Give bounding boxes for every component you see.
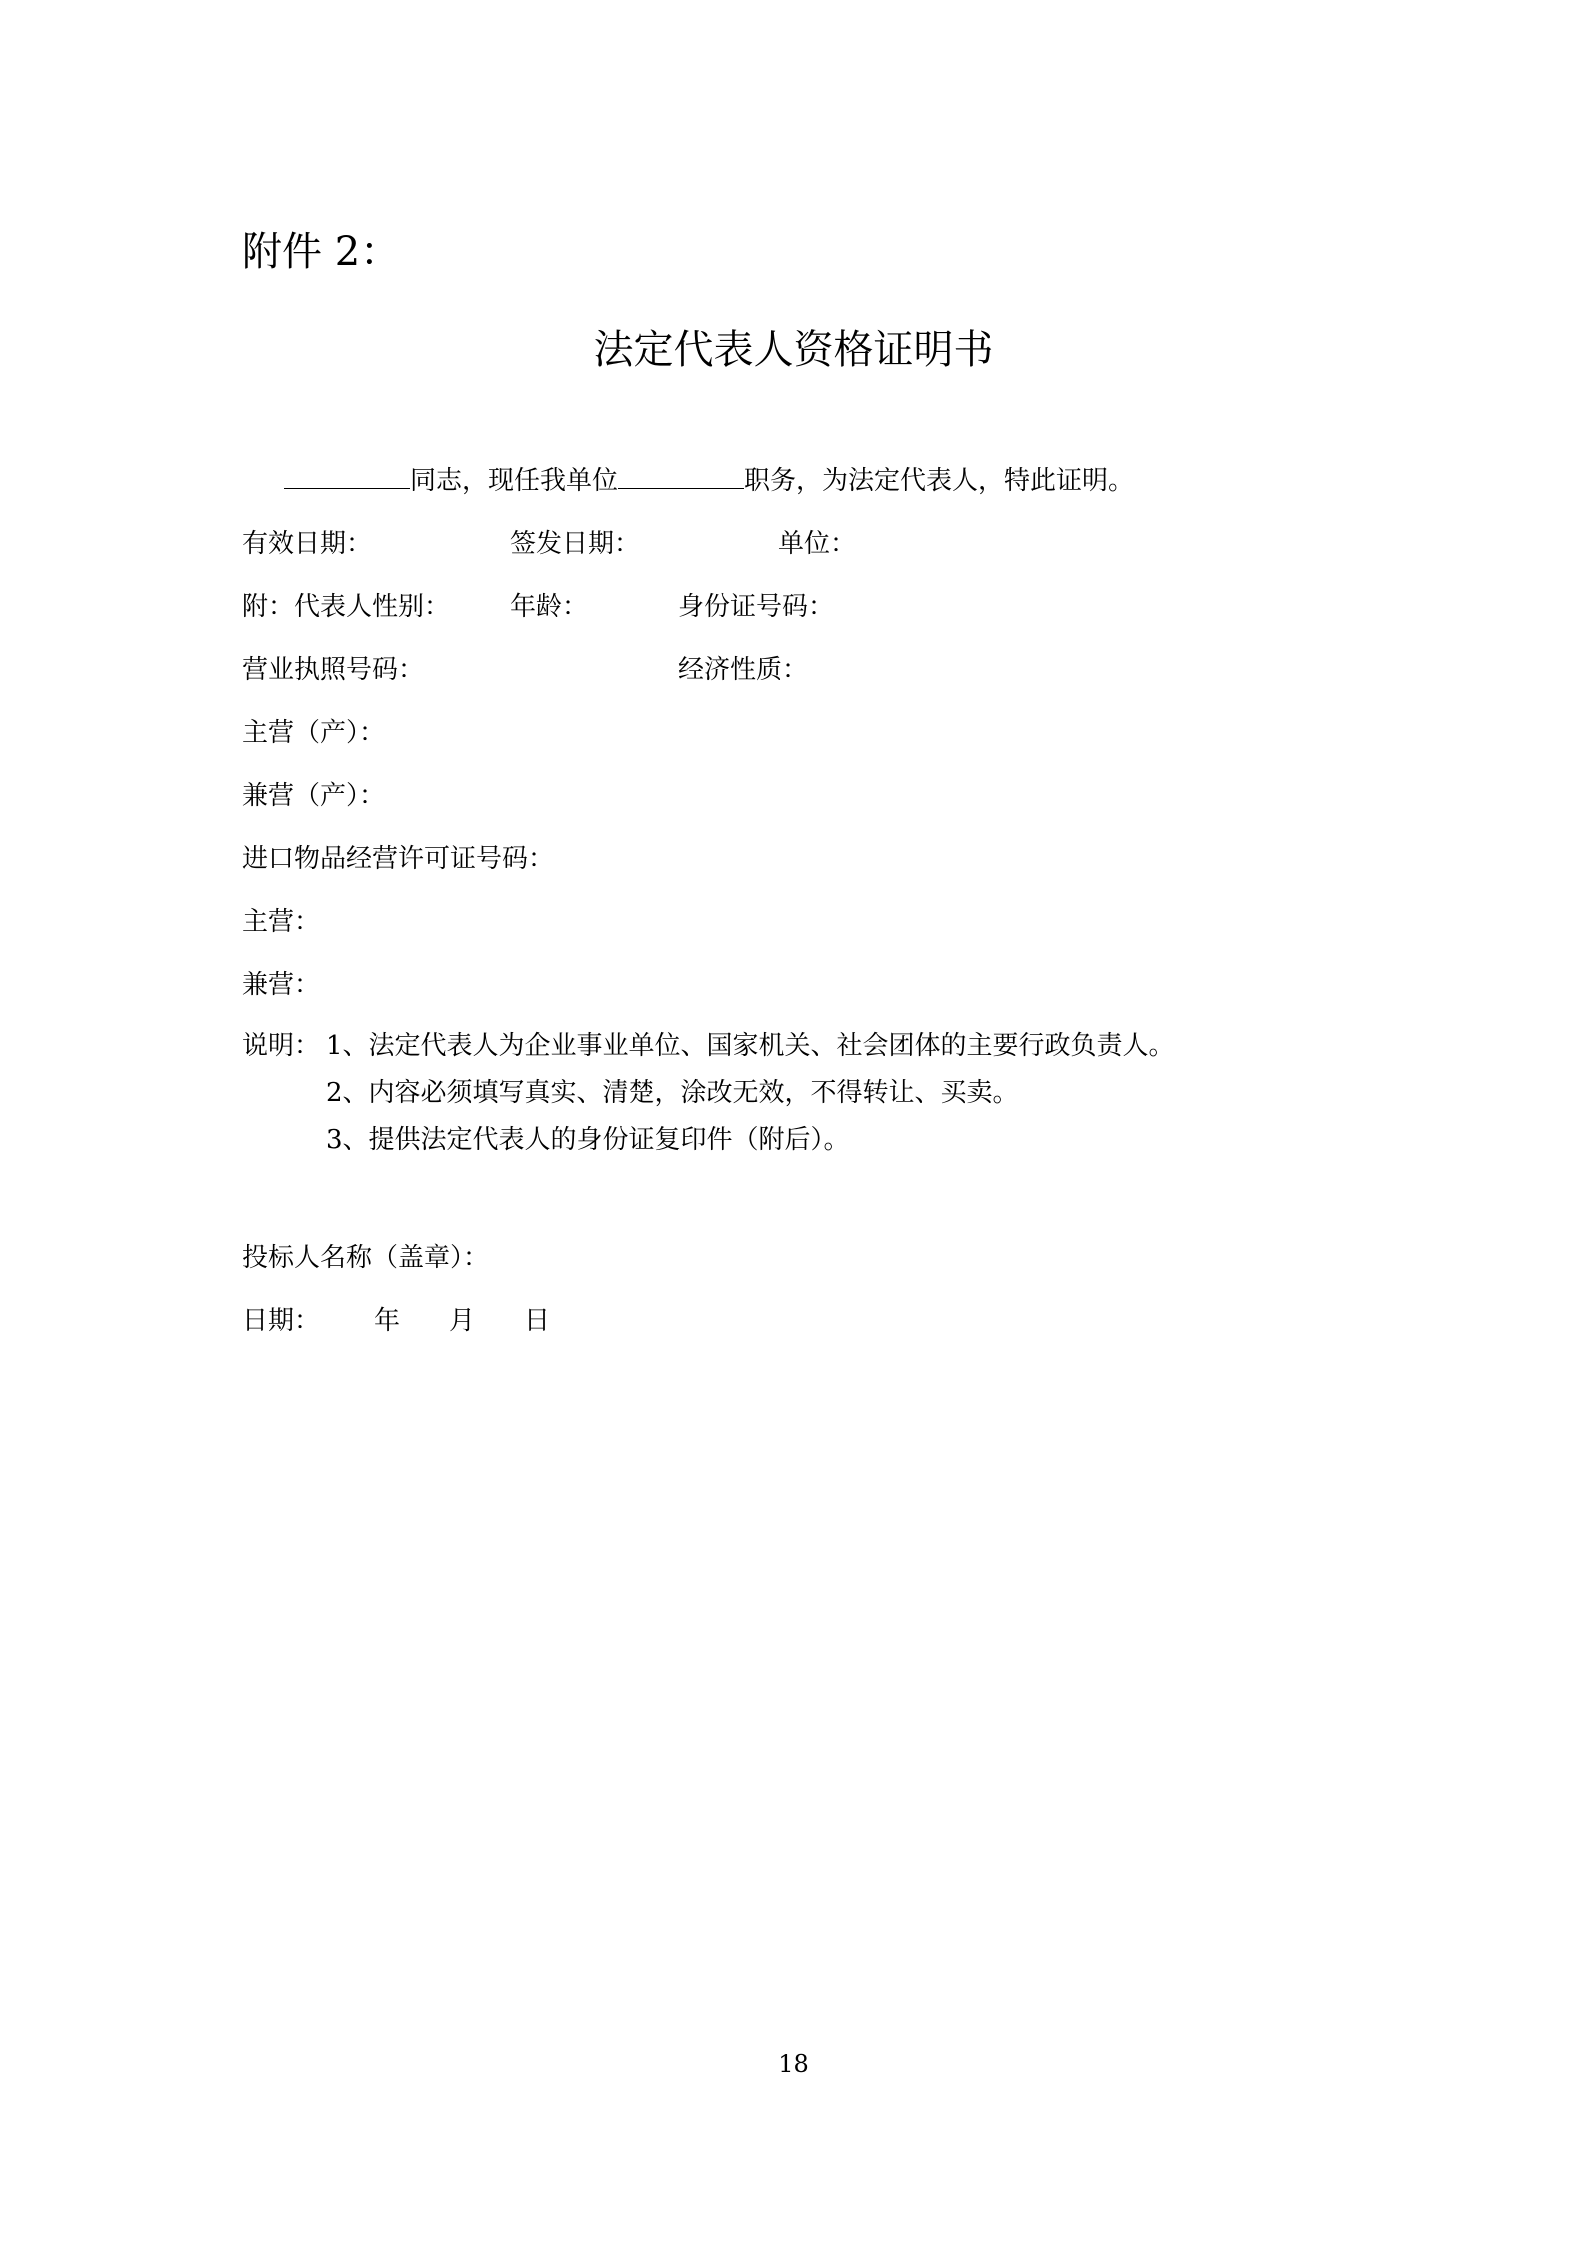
side-business-label: 兼营： [242,970,321,1000]
name-blank[interactable] [284,462,410,489]
document-title: 法定代表人资格证明书 [593,327,994,373]
attachment-heading: 附件 2： [242,229,401,275]
main-product-label: 主营（产）： [242,718,386,748]
note-item-1: 1、法定代表人为企业事业单位、国家机关、社会团体的主要行政负责人。 [326,1031,1175,1061]
license-number-label: 营业执照号码： [242,655,425,685]
rep-gender-label: 附：代表人性别： [242,592,451,622]
valid-date-label: 有效日期： [242,529,373,559]
note-item-2: 2、内容必须填写真实、清楚，涂改无效，不得转让、买卖。 [326,1078,1019,1108]
intro-part-1: 同志，现任我单位 [410,466,619,496]
date-label: 日期： [242,1306,321,1336]
month-label: 月 [449,1306,476,1336]
note-item-3: 3、提供法定代表人的身份证复印件（附后）。 [326,1125,850,1155]
year-label: 年 [374,1306,401,1336]
issue-date-label: 签发日期： [510,529,641,559]
bidder-name-label: 投标人名称（盖章）： [242,1243,490,1273]
unit-label: 单位： [778,529,857,559]
page-number: 18 [778,2050,809,2078]
id-number-label: 身份证号码： [678,592,835,622]
intro-line [284,462,1134,499]
side-product-label: 兼营（产）： [242,781,386,811]
main-business-label: 主营： [242,907,321,937]
age-label: 年龄： [510,592,589,622]
day-label: 日 [524,1306,551,1336]
import-license-label: 进口物品经营许可证号码： [242,844,555,874]
position-blank[interactable] [618,462,744,489]
economic-nature-label: 经济性质： [678,655,809,685]
notes-label: 说明： [242,1031,321,1061]
intro-part-2: 职务，为法定代表人，特此证明。 [744,466,1135,496]
